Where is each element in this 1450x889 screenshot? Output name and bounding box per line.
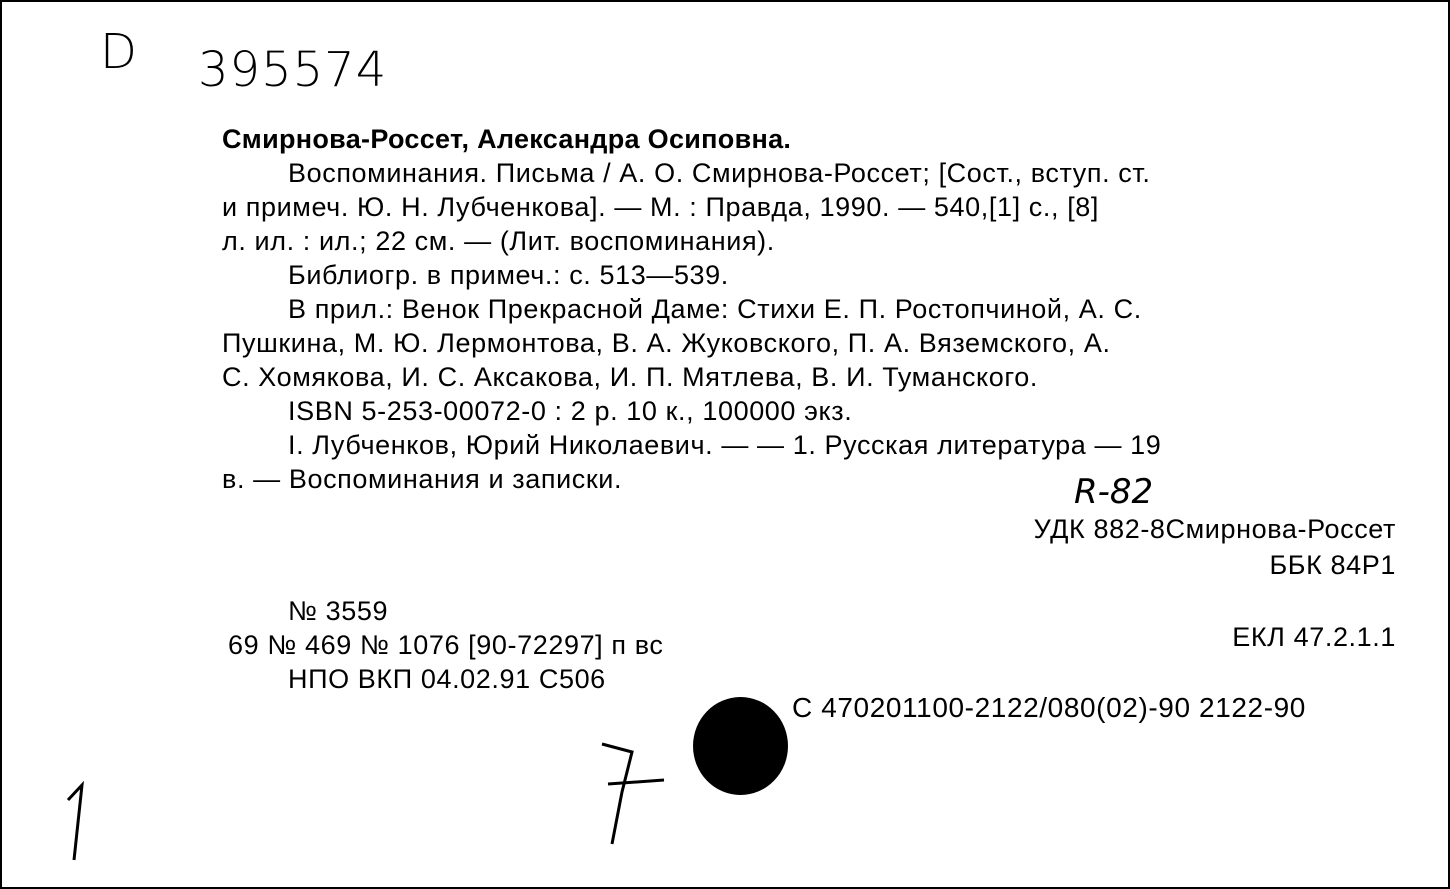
- catalog-entry: [222, 122, 1402, 496]
- accession-letter: D: [100, 24, 137, 80]
- title-line-1: Воспоминания. Письма / А. О. Смирнова-Россет; [Сост., вступ. ст.: [288, 158, 1151, 188]
- isbn-line: ISBN 5-253-00072-0 : 2 р. 10 к., 100000 экз.: [288, 396, 853, 426]
- entry-heading: Смирнова-Россет, Александра Осиповна.: [222, 124, 792, 154]
- shelf-mark: R-82: [1074, 472, 1154, 512]
- appendix-line-1: В прил.: Венок Прекрасной Даме: Стихи Е. П. Ростопчиной, А. С.: [288, 294, 1142, 324]
- handwritten-one-mark: [60, 780, 100, 870]
- tracing-line-2: в. — Воспоминания и записки.: [222, 464, 623, 494]
- title-line-3: л. ил. : ил.; 22 см. — (Лит. воспоминания).: [222, 226, 775, 256]
- tracing-line-1: I. Лубченков, Юрий Николаевич. — — 1. Русская литература — 19: [288, 430, 1162, 460]
- accession-number: 395574: [198, 42, 388, 98]
- order-number: № 3559: [288, 596, 389, 626]
- appendix-line-2: Пушкина, М. Ю. Лермонтова, В. А. Жуковского, П. А. Вяземского, А.: [222, 328, 1111, 358]
- bbk-classification: ББК 84Р1: [1269, 550, 1396, 580]
- print-numbers: 69 № 469 № 1076 [90-72297] п вс: [228, 630, 664, 660]
- udc-classification: УДК 882-8Смирнова-Россет: [1033, 514, 1396, 544]
- bibliography-note: Библиогр. в примеч.: с. 513—539.: [288, 260, 729, 290]
- production-code: С 470201100-2122/080(02)-90 2122-90: [792, 692, 1306, 723]
- handwritten-seven-mark: [592, 732, 672, 852]
- ekl-classification: ЕКЛ 47.2.1.1: [1232, 622, 1396, 652]
- appendix-line-3: С. Хомякова, И. С. Аксакова, И. П. Мятлева, В. И. Туманского.: [222, 362, 1038, 392]
- publisher-stamp: НПО ВКП 04.02.91 С506: [288, 664, 606, 694]
- black-dot-mark: [693, 697, 788, 795]
- title-line-2: и примеч. Ю. Н. Лубченкова]. — М. : Правда, 1990. — 540,[1] с., [8]: [222, 192, 1100, 222]
